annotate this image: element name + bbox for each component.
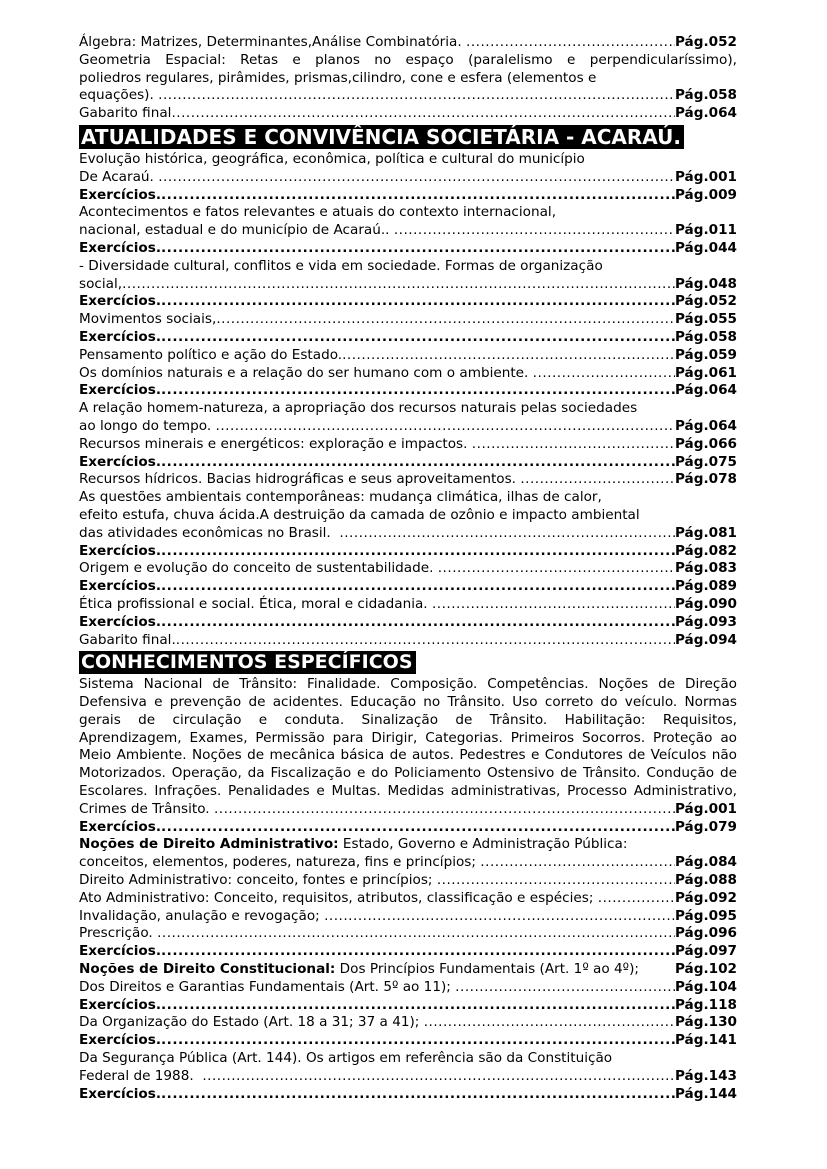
page-number: Pág.011 [674,222,737,239]
toc-entry-text: Prescrição. [79,925,158,942]
toc-exercise-entry [79,1086,737,1104]
toc-entry-text: Exercícios. [79,186,162,203]
toc-entry [79,1068,737,1086]
toc-entry-text: Movimentos sociais, [79,311,217,328]
dot-leader [161,997,675,1015]
dot-leader [216,418,675,436]
dot-leader [394,222,675,240]
toc-entry-text: das atividades econômicas no Brasil. [79,524,340,541]
toc-entry-text: Estado, Governo e Administração Pública: [338,836,628,853]
dot-leader [202,1068,675,1086]
page-number: Pág.081 [674,524,737,541]
page-number: Pág.058 [674,87,737,104]
toc-entry [79,854,737,872]
page-number: Pág.083 [674,560,737,577]
subsection-title: Noções de Direito Constitucional: [79,961,336,978]
toc-entry [79,1014,737,1032]
toc-entry [79,347,737,365]
toc-entry [79,276,737,294]
dot-leader [161,454,675,472]
toc-entry-text: Os domínios naturais e a relação do ser humano com o ambiente. [79,364,533,381]
toc-entry [79,801,737,819]
toc-entry [79,222,737,240]
page-number: Pág.009 [674,186,737,203]
page-number: Pág.096 [674,925,737,942]
dot-leader [161,578,675,596]
toc-exercise-entry [79,329,737,347]
toc-entry [79,87,737,105]
toc-entry-text: Exercícios. [79,943,162,960]
page-number: Pág.075 [674,453,737,470]
toc-entry-text: Exercícios. [79,613,162,630]
page-number: Pág.052 [674,34,737,50]
toc-entry [79,872,737,890]
toc-entry-text: Gabarito final. [79,631,176,648]
toc-paragraph-line: Defensiva e prevenção de acidentes. Educação no Trânsito. Uso correto do veículo. Normas [79,694,737,711]
toc-paragraph-line: Meio Ambiente. Noções de mecânica básica de autos. Pedestres e Condutores de Veículos não [79,747,737,764]
page-number: Pág.059 [674,346,737,363]
dot-leader [161,1032,675,1050]
dot-leader [158,169,675,187]
dot-leader [598,890,675,908]
toc-entry-text: Exercícios. [79,1032,162,1049]
toc-entry-text: - Diversidade cultural, conflitos e vida em sociedade. Formas de organização [79,257,603,274]
dot-leader [342,347,675,365]
toc-exercise-entry [79,543,737,561]
page-number: Pág.079 [674,818,737,835]
dot-leader [171,105,675,123]
page-number: Pág.095 [674,907,737,924]
page-number: Pág.104 [674,978,737,995]
toc-entry-text: nacional, estadual e do município de Acaraú.. [79,222,394,239]
toc-entry-text: ao longo do tempo. [79,417,216,434]
page-number: Pág.064 [674,417,737,434]
page-number: Pág.084 [674,854,737,871]
dot-leader [214,801,675,819]
toc-entry-text: Direito Administrativo: conceito, fontes e princípios; [79,872,437,889]
toc-entry-text: Federal de 1988. [79,1067,203,1084]
page-number: Pág.092 [674,889,737,906]
dot-leader [432,596,675,614]
toc-paragraph-line: gerais de circulação e conduta. Sinalização de Trânsito. Habilitação: Requisitos, [79,711,737,728]
dot-leader [157,925,675,943]
toc-exercise-entry [79,187,737,205]
toc-entry-text: Evolução histórica, geográfica, econômica, política e cultural do município [79,150,585,167]
toc-entry [79,596,737,614]
page-number: Pág.089 [674,578,737,595]
dot-leader [161,240,675,258]
page-number: Pág.048 [674,275,737,292]
toc-exercise-entry [79,578,737,596]
page-number: Pág.052 [674,293,737,310]
toc-entry [79,525,737,543]
toc-entry [79,34,737,52]
toc-entry-text: Exercícios. [79,1085,162,1102]
page-number: Pág.044 [674,239,737,256]
toc-entry [79,436,737,454]
toc-entry [79,979,737,997]
dot-leader [161,614,675,632]
toc-exercise-entry [79,1032,737,1050]
document-page [79,34,737,1103]
toc-entry [79,418,737,436]
toc-exercise-entry [79,819,737,837]
toc-paragraph-line: Escolares. Infrações. Penalidades e Multas. Medidas administrativas, Processo Administrativo, [79,783,737,800]
toc-entry-text: Exercícios. [79,542,162,559]
toc-entry [79,311,737,329]
dot-leader [161,1086,675,1104]
toc-entry [79,908,737,926]
toc-entry-text: poliedros regulares, pirâmides, prismas,cilindro, cone e esfera (elementos e [79,69,597,86]
toc-entry [79,925,737,943]
toc-paragraph-line: Motorizados. Operação, da Fiscalização e do Policiamento Ostensivo de Trânsito. Condução de [79,765,737,782]
toc-entry-text: Exercícios. [79,293,162,310]
dot-leader [480,854,675,872]
dot-leader [161,543,675,561]
dot-leader [533,365,675,383]
dot-leader [161,819,675,837]
dot-leader [176,632,675,650]
toc-entry-text: Da Segurança Pública (Art. 144). Os artigos em referência são da Constituição [79,1050,613,1067]
dot-leader [161,293,675,311]
toc-entry-text: Exercícios. [79,382,162,399]
page-number: Pág.144 [674,1085,737,1102]
toc-entry-text: Dos Direitos e Garantias Fundamentais (Art. 5º ao 11); [79,978,456,995]
toc-exercise-entry [79,382,737,400]
toc-entry-text: Geometria Espacial: Retas e planos no espaço (paralelismo e perpendicularíssimo), [79,51,737,68]
toc-exercise-entry [79,614,737,632]
toc-entry-text: Recursos hídricos. Bacias hidrográficas e seus aproveitamentos. [79,471,521,488]
toc-paragraph-line: Aprendizagem, Exames, Permissão para Dirigir, Categorias. Primeiros Socorros. Proteção ao [79,729,737,746]
page-number: Pág.118 [674,996,737,1013]
toc-entry-text: social, [79,275,123,292]
page-number: Pág.055 [674,311,737,328]
toc-entry [79,471,737,489]
toc-entry-text: Exercícios. [79,818,162,835]
toc-entry-text: Exercícios. [79,328,162,345]
dot-leader [161,329,675,347]
dot-leader [324,908,675,926]
page-number: Pág.102 [674,961,737,978]
toc-entry-text: Da Organização do Estado (Art. 18 a 31; 37 a 41); [79,1014,424,1031]
toc-entry-text: Exercícios. [79,239,162,256]
toc-entry [79,890,737,908]
dot-leader [161,187,675,205]
toc-entry-text: A relação homem-natureza, a apropriação dos recursos naturais pelas sociedades [79,400,638,417]
toc-entry-text: Exercícios. [79,996,162,1013]
toc-entry-text: Exercícios. [79,453,162,470]
dot-leader [472,436,675,454]
page-number: Pág.088 [674,872,737,889]
section-heading: ATUALIDADES E CONVIVÊNCIA SOCIETÁRIA - ACARAÚ. [79,125,684,149]
dot-leader [438,560,675,578]
dot-leader [455,979,675,997]
dot-leader [158,87,675,105]
toc-entry [79,632,737,650]
page-number: Pág.143 [674,1067,737,1084]
dot-leader [437,872,675,890]
dot-leader [161,382,675,400]
page-number: Pág.001 [674,800,737,817]
page-number: Pág.141 [674,1032,737,1049]
page-number: Pág.082 [674,542,737,559]
toc-entry-text: Invalidação, anulação e revogação; [79,907,325,924]
toc-entry-text: Origem e evolução do conceito de sustentabilidade. [79,560,438,577]
page-number: Pág.001 [674,168,737,185]
section-heading: CONHECIMENTOS ESPECÍFICOS [79,651,416,674]
subsection-title: Noções de Direito Administrativo: [79,836,339,853]
toc-exercise-entry [79,997,737,1015]
page-number: Pág.090 [674,595,737,612]
toc-entry-text: Pensamento político e ação do Estado. [79,346,343,363]
toc-entry-text: Acontecimentos e fatos relevantes e atuais do contexto internacional, [79,204,557,221]
toc-exercise-entry [79,240,737,258]
toc-entry-text: De Acaraú. [79,168,159,185]
toc-entry-text: conceitos, elementos, poderes, natureza, fins e princípios; [79,854,481,871]
toc-entry-text: equações). [79,87,159,104]
dot-leader [424,1014,675,1032]
page-number: Pág.078 [674,471,737,488]
page-number: Pág.093 [674,613,737,630]
toc-entry-text: Exercícios. [79,578,162,595]
toc-entry [79,169,737,187]
toc-entry-text: Ética profissional e social. Ética, moral e cidadania. [79,595,432,612]
toc-entry-text: Ato Administrativo: Conceito, requisitos, atributos, classificação e espécies; [79,889,598,906]
toc-entry-text: Crimes de Trânsito. [79,800,214,817]
toc-entry [79,365,737,383]
page-number: Pág.058 [674,328,737,345]
toc-exercise-entry [79,293,737,311]
toc-exercise-entry [79,943,737,961]
toc-entry-text: As questões ambientais contemporâneas: mudança climática, ilhas de calor, [79,489,602,506]
dot-leader [339,525,675,543]
toc-entry [79,560,737,578]
dot-leader [122,276,675,294]
page-number: Pág.061 [674,364,737,381]
page-number: Pág.130 [674,1014,737,1031]
page-number: Pág.097 [674,943,737,960]
toc-entry-text: Álgebra: Matrizes, Determinantes,Análise Combinatória. [79,34,466,50]
toc-entry-text: Recursos minerais e energéticos: exploração e impactos. [79,435,472,452]
page-number: Pág.064 [674,382,737,399]
page-number: Pág.066 [674,435,737,452]
dot-leader [466,34,675,52]
page-number: Pág.064 [674,105,737,122]
dot-leader [216,311,675,329]
page-number: Pág.094 [674,631,737,648]
toc-paragraph-line: Sistema Nacional de Trânsito: Finalidade. Composição. Competências. Noções de Direção [79,676,737,693]
toc-entry-text: Gabarito final [79,105,172,122]
toc-entry-text: Dos Princípios Fundamentais (Art. 1º ao 4º); [335,961,648,978]
toc-entry [79,961,737,979]
toc-subsection-line [79,836,737,854]
toc-entry [79,105,737,123]
dot-leader [161,943,675,961]
dot-leader [520,471,675,489]
toc-entry-text: efeito estufa, chuva ácida.A destruição da camada de ozônio e impacto ambiental [79,506,640,523]
toc-exercise-entry [79,454,737,472]
